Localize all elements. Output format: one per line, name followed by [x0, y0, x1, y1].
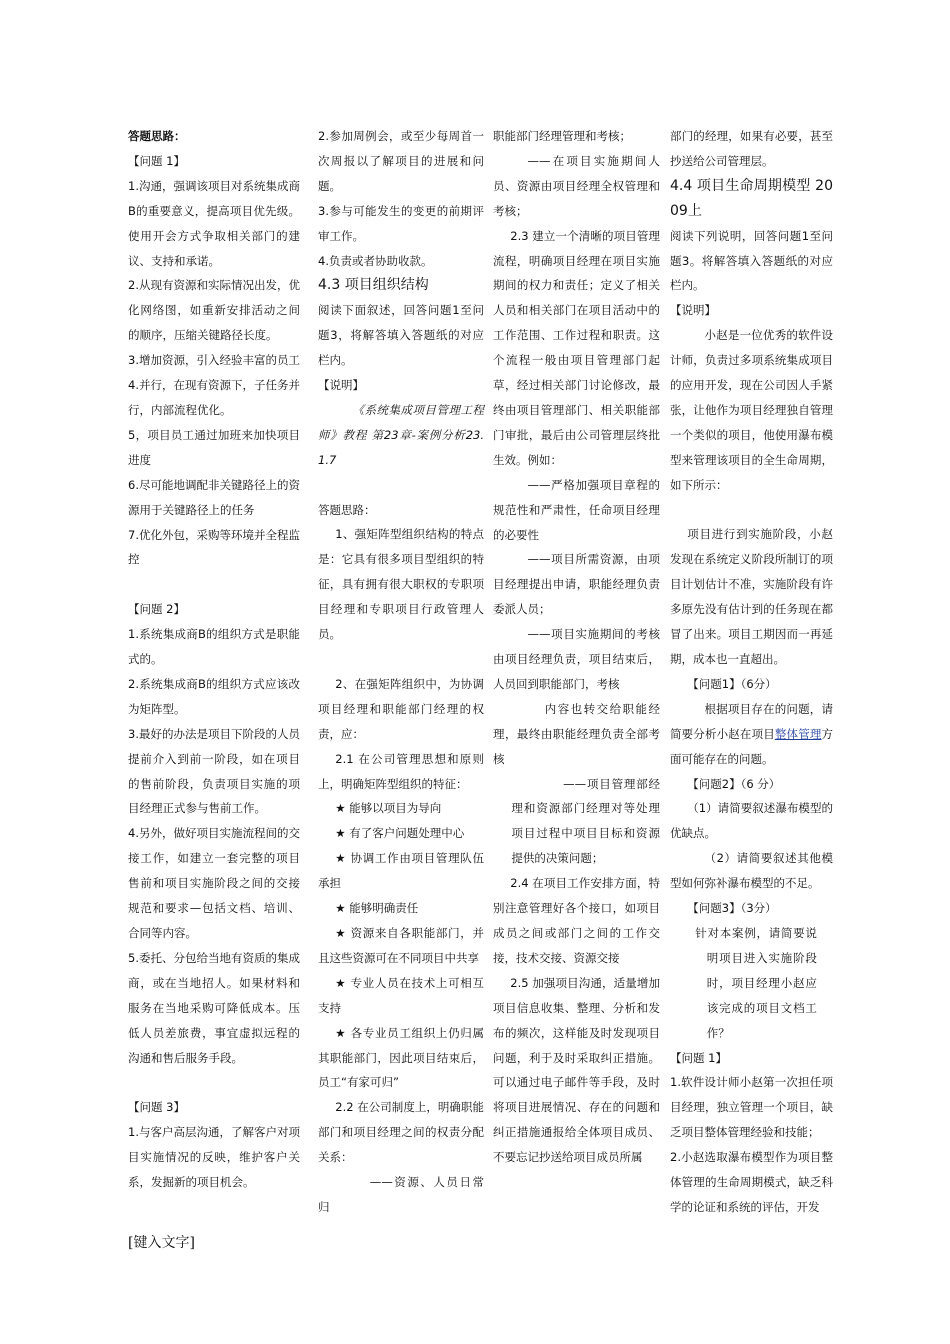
question-label: 【问题1】（6分） — [687, 676, 777, 691]
note-label: 【说明】 — [318, 378, 364, 393]
paragraph: 5.委托、分包给当地有资质的集成商，或在当地招人。如果材料和服务在当地采购可降低成本。压低人员差旅费，事宜虚拟远程的沟通和售后服务手段。 — [128, 950, 300, 1065]
paragraph: 针对本案例，请简要说明项目进入实施阶段时，项目经理小赵应该完成的项目文档工作？ — [695, 925, 817, 1040]
paragraph: 3.增加资源，引入经验丰富的员工 — [128, 353, 300, 368]
paragraph: 项目进行到实施阶段，小赵发现在系统定义阶段所制订的项目计划估计不准，实施阶段有许多原先没有估计到的任务现在都冒了出来。项目工期因而一再延期，成本也一直超出。 — [670, 527, 833, 667]
paragraph — [670, 697, 833, 772]
paragraph: 1.沟通，强调该项目对系统集成商B的重要意义，提高项目优先级。使用开会方式争取相关部门的建议、支持和承诺。 — [128, 178, 300, 268]
paragraph: 6.尽可能地调配非关键路径上的资源用于关键路径上的任务 — [128, 477, 300, 517]
overall-management-link[interactable]: 整体管理 — [774, 726, 822, 741]
star-item: ★ 专业人员在技术上可相互支持 — [318, 975, 484, 1015]
paragraph: 阅读下列说明，回答问题1至问题3。将解答填入答题纸的对应栏内。 — [670, 228, 833, 293]
footer-placeholder[interactable]: [键入文字] — [128, 1235, 195, 1251]
paragraph: 4.并行，在现有资源下，子任务并行，内部流程优化。 — [128, 378, 300, 417]
paragraph: 2.3 建立一个清晰的项目管理流程，明确项目经理在项目实施期间的权力和责任；定义了相关人员和相关部门在项目活动中的工作范围、工作过程和职责。这个流程一般由项目管理部门起草，经过相关部门讨论修改，最终由项目管理部门、相关职能部门审批，最后由公司管理层终批生效。例如： — [493, 228, 660, 467]
paragraph: 2.系统集成商B的组织方式应该改为矩阵型。 — [128, 676, 300, 716]
star-item: ★ 能够明确责任 — [335, 901, 419, 916]
paragraph: 1.系统集成商B的组织方式是职能式的。 — [128, 627, 300, 667]
paragraph: 1、强矩阵型组织结构的特点是：它具有很多项目型组织的特征，具有拥有很大职权的专职项目经理和专职项目行政管理人员。 — [318, 527, 484, 642]
paragraph: 3.参与可能发生的变更的前期评审工作。 — [318, 203, 484, 243]
paragraph: 2.小赵选取瀑布模型作为项目整体管理的生命周期模式，缺乏科学的论证和系统的评估，开发 — [670, 1150, 833, 1214]
paragraph-text: 根据项目存在的问题，请简要分析小赵在项目 — [670, 701, 833, 741]
column-2 — [318, 124, 484, 1220]
star-item: ★ 各专业员工组织上仍归属其职能部门，因此项目结束后，员工“有家可归” — [318, 1025, 484, 1090]
paragraph: 内容也转交给职能经理，最终由职能经理负责全部考核 — [493, 701, 660, 766]
paragraph: 2、在强矩阵组织中，为协调项目经理和职能部门经理的权责，应： — [318, 676, 484, 741]
answer-heading: 答题思路： — [128, 129, 186, 143]
paragraph: （1）请简要叙述瀑布模型的优缺点。 — [670, 801, 833, 841]
paragraph: ——严格加强项目章程的规范性和严肃性，任命项目经理的必要性 — [493, 477, 660, 542]
paragraph: 4.另外，做好项目实施流程间的交接工作，如建立一套完整的项目售前和项目实施阶段之间的交接规范和要求—包括文档、培训、合同等内容。 — [128, 826, 300, 940]
star-item: ★ 能够以项目为导向 — [335, 801, 442, 816]
paragraph: 7.优化外包，采购等环境并全程监控 — [128, 527, 300, 567]
section-heading: 4.3 项目组织结构 — [318, 277, 429, 294]
paragraph: 小赵是一位优秀的软件设计师，负责过多项系统集成项目的应用开发，现在公司因人手紧张，让他作为项目经理独自管理一个类似的项目，他使用瀑布模型来管理该项目的全生命周期，如下所示： — [670, 328, 833, 492]
paragraph: 2.5 加强项目沟通，适量增加项目信息收集、整理、分析和发布的频次，这样能及时发现项目问题，利于及时采取纠正措施。可以通过电子邮件等手段，及时将项目进展情况、存在的问题和纠正措施通报给全体项目成员、不要忘记抄送给项目成员所属 — [493, 975, 660, 1165]
paragraph: 阅读下面叙述，回答问题1至问题3，将解答填入答题纸的对应栏内。 — [318, 303, 484, 368]
star-item: ★ 资源来自各职能部门，并且这些资源可在不同项目中共享 — [318, 925, 484, 965]
paragraph: 职能部门经理管理和考核； — [493, 129, 631, 143]
paragraph: 2.2 在公司制度上，明确职能部门和项目经理之间的权责分配关系： — [318, 1100, 484, 1165]
paragraph: （2）请简要叙述其他模型如何弥补瀑布模型的不足。 — [670, 851, 833, 891]
answer-heading: 答题思路： — [318, 502, 376, 517]
paragraph: ——在项目实施期间人员、资源由项目经理全权管理和考核； — [493, 153, 660, 218]
paragraph: 4.负责或者协助收款。 — [318, 253, 433, 268]
section-heading: 4.4 项目生命周期模型 2009上 — [670, 177, 833, 219]
paragraph: ——项目管理部经理和资源部门经理对等处理项目过程中项目目标和资源提供的决策问题； — [511, 776, 660, 866]
paragraph: 2.1 在公司管理思想和原则上，明确矩阵型组织的特征： — [318, 751, 484, 791]
paragraph: 3.最好的办法是项目下阶段的人员提前介入到前一阶段，如在项目的售前阶段，负责项目实施的项目经理正式参与售前工作。 — [128, 726, 300, 816]
paragraph: 1.与客户高层沟通，了解客户对项目实施情况的反映，维护客户关系，发掘新的项目机会。 — [128, 1125, 300, 1190]
paragraph: 部门的经理，如果有必要，甚至抄送给公司管理层。 — [670, 129, 833, 168]
question-label: 【问题3】（3分） — [687, 901, 777, 916]
question-label: 【问题 3】 — [128, 1100, 185, 1115]
column-1 — [128, 124, 300, 1195]
paragraph: ——项目实施期间的考核由项目经理负责，项目结束后，人员回到职能部门，考核 — [493, 627, 660, 691]
question-label: 【问题2】（6 分） — [687, 776, 781, 791]
paragraph: 2.参加周例会，或至少每周首一次周报以了解项目的进展和问题。 — [318, 129, 484, 193]
question-label: 【问题 1】 — [670, 1050, 727, 1065]
column-3 — [493, 124, 660, 1170]
star-item: ★ 有了客户问题处理中心 — [335, 826, 465, 841]
paragraph: 2.从现有资源和实际情况出发，优化网络图，如重新安排活动之间的顺序，压缩关键路径长度。 — [128, 278, 300, 343]
paragraph-text: 方面可能存在的问题。 — [670, 726, 834, 766]
reference-citation: 《系统集成项目管理工程师》教程 第23章-案例分析23.1.7 — [318, 402, 484, 467]
note-label: 【说明】 — [670, 303, 716, 318]
question-label: 【问题 1】 — [128, 153, 185, 168]
paragraph: 5，项目员工通过加班来加快项目进度 — [128, 427, 300, 467]
paragraph: 2.4 在项目工作安排方面，特别注意管理好各个接口，如项目成员之间或部门之间的工作交接，技术交接、资源交接 — [493, 876, 660, 965]
paragraph: 1.软件设计师小赵第一次担任项目经理，独立管理一个项目，缺乏项目整体管理经验和技能； — [670, 1075, 833, 1140]
question-label: 【问题 2】 — [128, 602, 185, 617]
star-item: ★ 协调工作由项目管理队伍承担 — [318, 851, 484, 891]
paragraph: ——项目所需资源，由项目经理提出申请，职能经理负责委派人员； — [493, 552, 660, 617]
column-4 — [670, 124, 833, 1220]
paragraph: ——资源、人员日常归 — [318, 1175, 484, 1214]
